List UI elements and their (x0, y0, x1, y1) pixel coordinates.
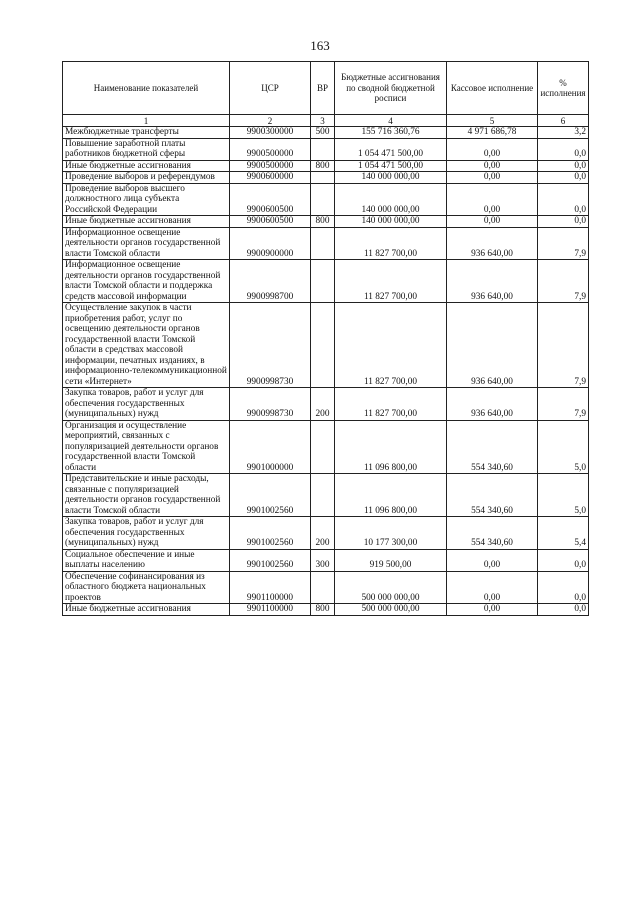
row-vr: 800 (311, 604, 335, 616)
table-row (63, 160, 589, 172)
row-csr: 9900600500 (230, 183, 311, 216)
table-row (63, 571, 589, 604)
row-vr (311, 227, 335, 260)
row-percent: 5,0 (538, 420, 589, 474)
row-budget: 10 177 300,00 (335, 517, 447, 550)
row-cash: 0,00 (447, 549, 538, 571)
row-vr (311, 260, 335, 303)
table-row (63, 183, 589, 216)
row-cash: 0,00 (447, 138, 538, 160)
row-budget: 155 716 360,76 (335, 127, 447, 139)
row-budget: 11 827 700,00 (335, 303, 447, 388)
column-number: 5 (447, 115, 538, 127)
row-budget: 11 827 700,00 (335, 388, 447, 421)
row-name: Проведение выборов высшего должностного лица субъекта Российской Федерации (63, 183, 230, 216)
row-vr: 500 (311, 127, 335, 139)
row-cash: 0,00 (447, 172, 538, 184)
row-csr: 9901002560 (230, 549, 311, 571)
row-budget: 11 827 700,00 (335, 260, 447, 303)
header-budget: Бюджетные ассигнования по сводной бюджетной росписи (335, 62, 447, 115)
row-budget: 500 000 000,00 (335, 571, 447, 604)
column-number: 6 (538, 115, 589, 127)
row-csr: 9900600500 (230, 216, 311, 228)
row-csr: 9900998730 (230, 388, 311, 421)
row-cash: 554 340,60 (447, 420, 538, 474)
header-name: Наименование показателей (63, 62, 230, 115)
row-name: Осуществление закупок в части приобретения работ, услуг по освещению деятельности органов государственной власти Томской области в средствах массовой информации, печатных изданиях, в информационно-телекоммуникационной сети «Интернет» (63, 303, 230, 388)
row-cash: 0,00 (447, 571, 538, 604)
row-cash: 554 340,60 (447, 474, 538, 517)
row-budget: 140 000 000,00 (335, 216, 447, 228)
row-name: Иные бюджетные ассигнования (63, 604, 230, 616)
row-vr (311, 172, 335, 184)
row-csr: 9900300000 (230, 127, 311, 139)
row-cash: 936 640,00 (447, 303, 538, 388)
header-csr: ЦСР (230, 62, 311, 115)
row-name: Представительские и иные расходы, связанные с популяризацией деятельности органов государственной власти Томской области (63, 474, 230, 517)
row-csr: 9901000000 (230, 420, 311, 474)
row-percent: 7,9 (538, 388, 589, 421)
table-row (63, 549, 589, 571)
row-percent: 0,0 (538, 216, 589, 228)
page-number: 163 (310, 38, 330, 53)
budget-execution-table (62, 61, 589, 616)
row-vr (311, 474, 335, 517)
row-budget: 140 000 000,00 (335, 183, 447, 216)
row-name: Иные бюджетные ассигнования (63, 216, 230, 228)
row-name: Закупка товаров, работ и услуг для обеспечения государственных (муниципальных) нужд (63, 517, 230, 550)
row-budget: 11 096 800,00 (335, 474, 447, 517)
row-name: Закупка товаров, работ и услуг для обеспечения государственных (муниципальных) нужд (63, 388, 230, 421)
row-budget: 1 054 471 500,00 (335, 138, 447, 160)
row-name: Повышение заработной платы работников бюджетной сферы (63, 138, 230, 160)
row-cash: 4 971 686,78 (447, 127, 538, 139)
row-cash: 0,00 (447, 604, 538, 616)
row-vr (311, 571, 335, 604)
table-row (63, 260, 589, 303)
row-name: Межбюджетные трансферты (63, 127, 230, 139)
row-budget: 500 000 000,00 (335, 604, 447, 616)
row-percent: 0,0 (538, 172, 589, 184)
row-cash: 0,00 (447, 216, 538, 228)
row-csr: 9900500000 (230, 160, 311, 172)
table-row (63, 388, 589, 421)
row-percent: 3,2 (538, 127, 589, 139)
row-csr: 9901002560 (230, 517, 311, 550)
row-vr (311, 183, 335, 216)
row-vr: 300 (311, 549, 335, 571)
row-csr: 9900998730 (230, 303, 311, 388)
table-row (63, 138, 589, 160)
row-name: Информационное освещение деятельности органов государственной власти Томской области (63, 227, 230, 260)
table-row (63, 420, 589, 474)
row-vr (311, 138, 335, 160)
row-budget: 11 827 700,00 (335, 227, 447, 260)
row-budget: 11 096 800,00 (335, 420, 447, 474)
row-name: Иные бюджетные ассигнования (63, 160, 230, 172)
row-name: Информационное освещение деятельности органов государственной власти Томской области и поддержка средств массовой информации (63, 260, 230, 303)
table-row (63, 216, 589, 228)
row-cash: 0,00 (447, 160, 538, 172)
table-row (63, 474, 589, 517)
row-vr: 200 (311, 388, 335, 421)
row-vr: 800 (311, 160, 335, 172)
row-csr: 9900900000 (230, 227, 311, 260)
row-vr (311, 303, 335, 388)
column-number: 3 (311, 115, 335, 127)
row-cash: 936 640,00 (447, 260, 538, 303)
row-percent: 7,9 (538, 303, 589, 388)
table-row (63, 517, 589, 550)
row-csr: 9900998700 (230, 260, 311, 303)
table-row (63, 172, 589, 184)
column-number: 4 (335, 115, 447, 127)
row-percent: 0,0 (538, 160, 589, 172)
row-name: Организация и осуществление мероприятий, связанных с популяризацией деятельности органов государственной власти Томской области (63, 420, 230, 474)
row-name: Социальное обеспечение и иные выплаты населению (63, 549, 230, 571)
row-csr: 9901100000 (230, 571, 311, 604)
header-vr: ВР (311, 62, 335, 115)
row-percent: 0,0 (538, 549, 589, 571)
row-percent: 7,9 (538, 227, 589, 260)
row-percent: 0,0 (538, 138, 589, 160)
row-cash: 936 640,00 (447, 388, 538, 421)
row-percent: 0,0 (538, 571, 589, 604)
row-cash: 936 640,00 (447, 227, 538, 260)
table-row (63, 604, 589, 616)
row-cash: 554 340,60 (447, 517, 538, 550)
row-csr: 9901100000 (230, 604, 311, 616)
row-name: Проведение выборов и референдумов (63, 172, 230, 184)
row-budget: 919 500,00 (335, 549, 447, 571)
row-percent: 0,0 (538, 183, 589, 216)
row-vr (311, 420, 335, 474)
column-number: 1 (63, 115, 230, 127)
header-percent: % исполнения (538, 62, 589, 115)
row-budget: 140 000 000,00 (335, 172, 447, 184)
column-number: 2 (230, 115, 311, 127)
row-percent: 5,0 (538, 474, 589, 517)
row-name: Обеспечение софинансирования из областного бюджета национальных проектов (63, 571, 230, 604)
column-number-row (63, 115, 589, 127)
row-percent: 5,4 (538, 517, 589, 550)
row-percent: 0,0 (538, 604, 589, 616)
table-row (63, 303, 589, 388)
table-header-row (63, 62, 589, 115)
table-row (63, 227, 589, 260)
row-cash: 0,00 (447, 183, 538, 216)
row-vr: 800 (311, 216, 335, 228)
table-row (63, 127, 589, 139)
row-vr: 200 (311, 517, 335, 550)
header-cash: Кассовое исполнение (447, 62, 538, 115)
row-budget: 1 054 471 500,00 (335, 160, 447, 172)
row-csr: 9900500000 (230, 138, 311, 160)
table-body (63, 127, 589, 616)
row-csr: 9900600000 (230, 172, 311, 184)
row-csr: 9901002560 (230, 474, 311, 517)
row-percent: 7,9 (538, 260, 589, 303)
